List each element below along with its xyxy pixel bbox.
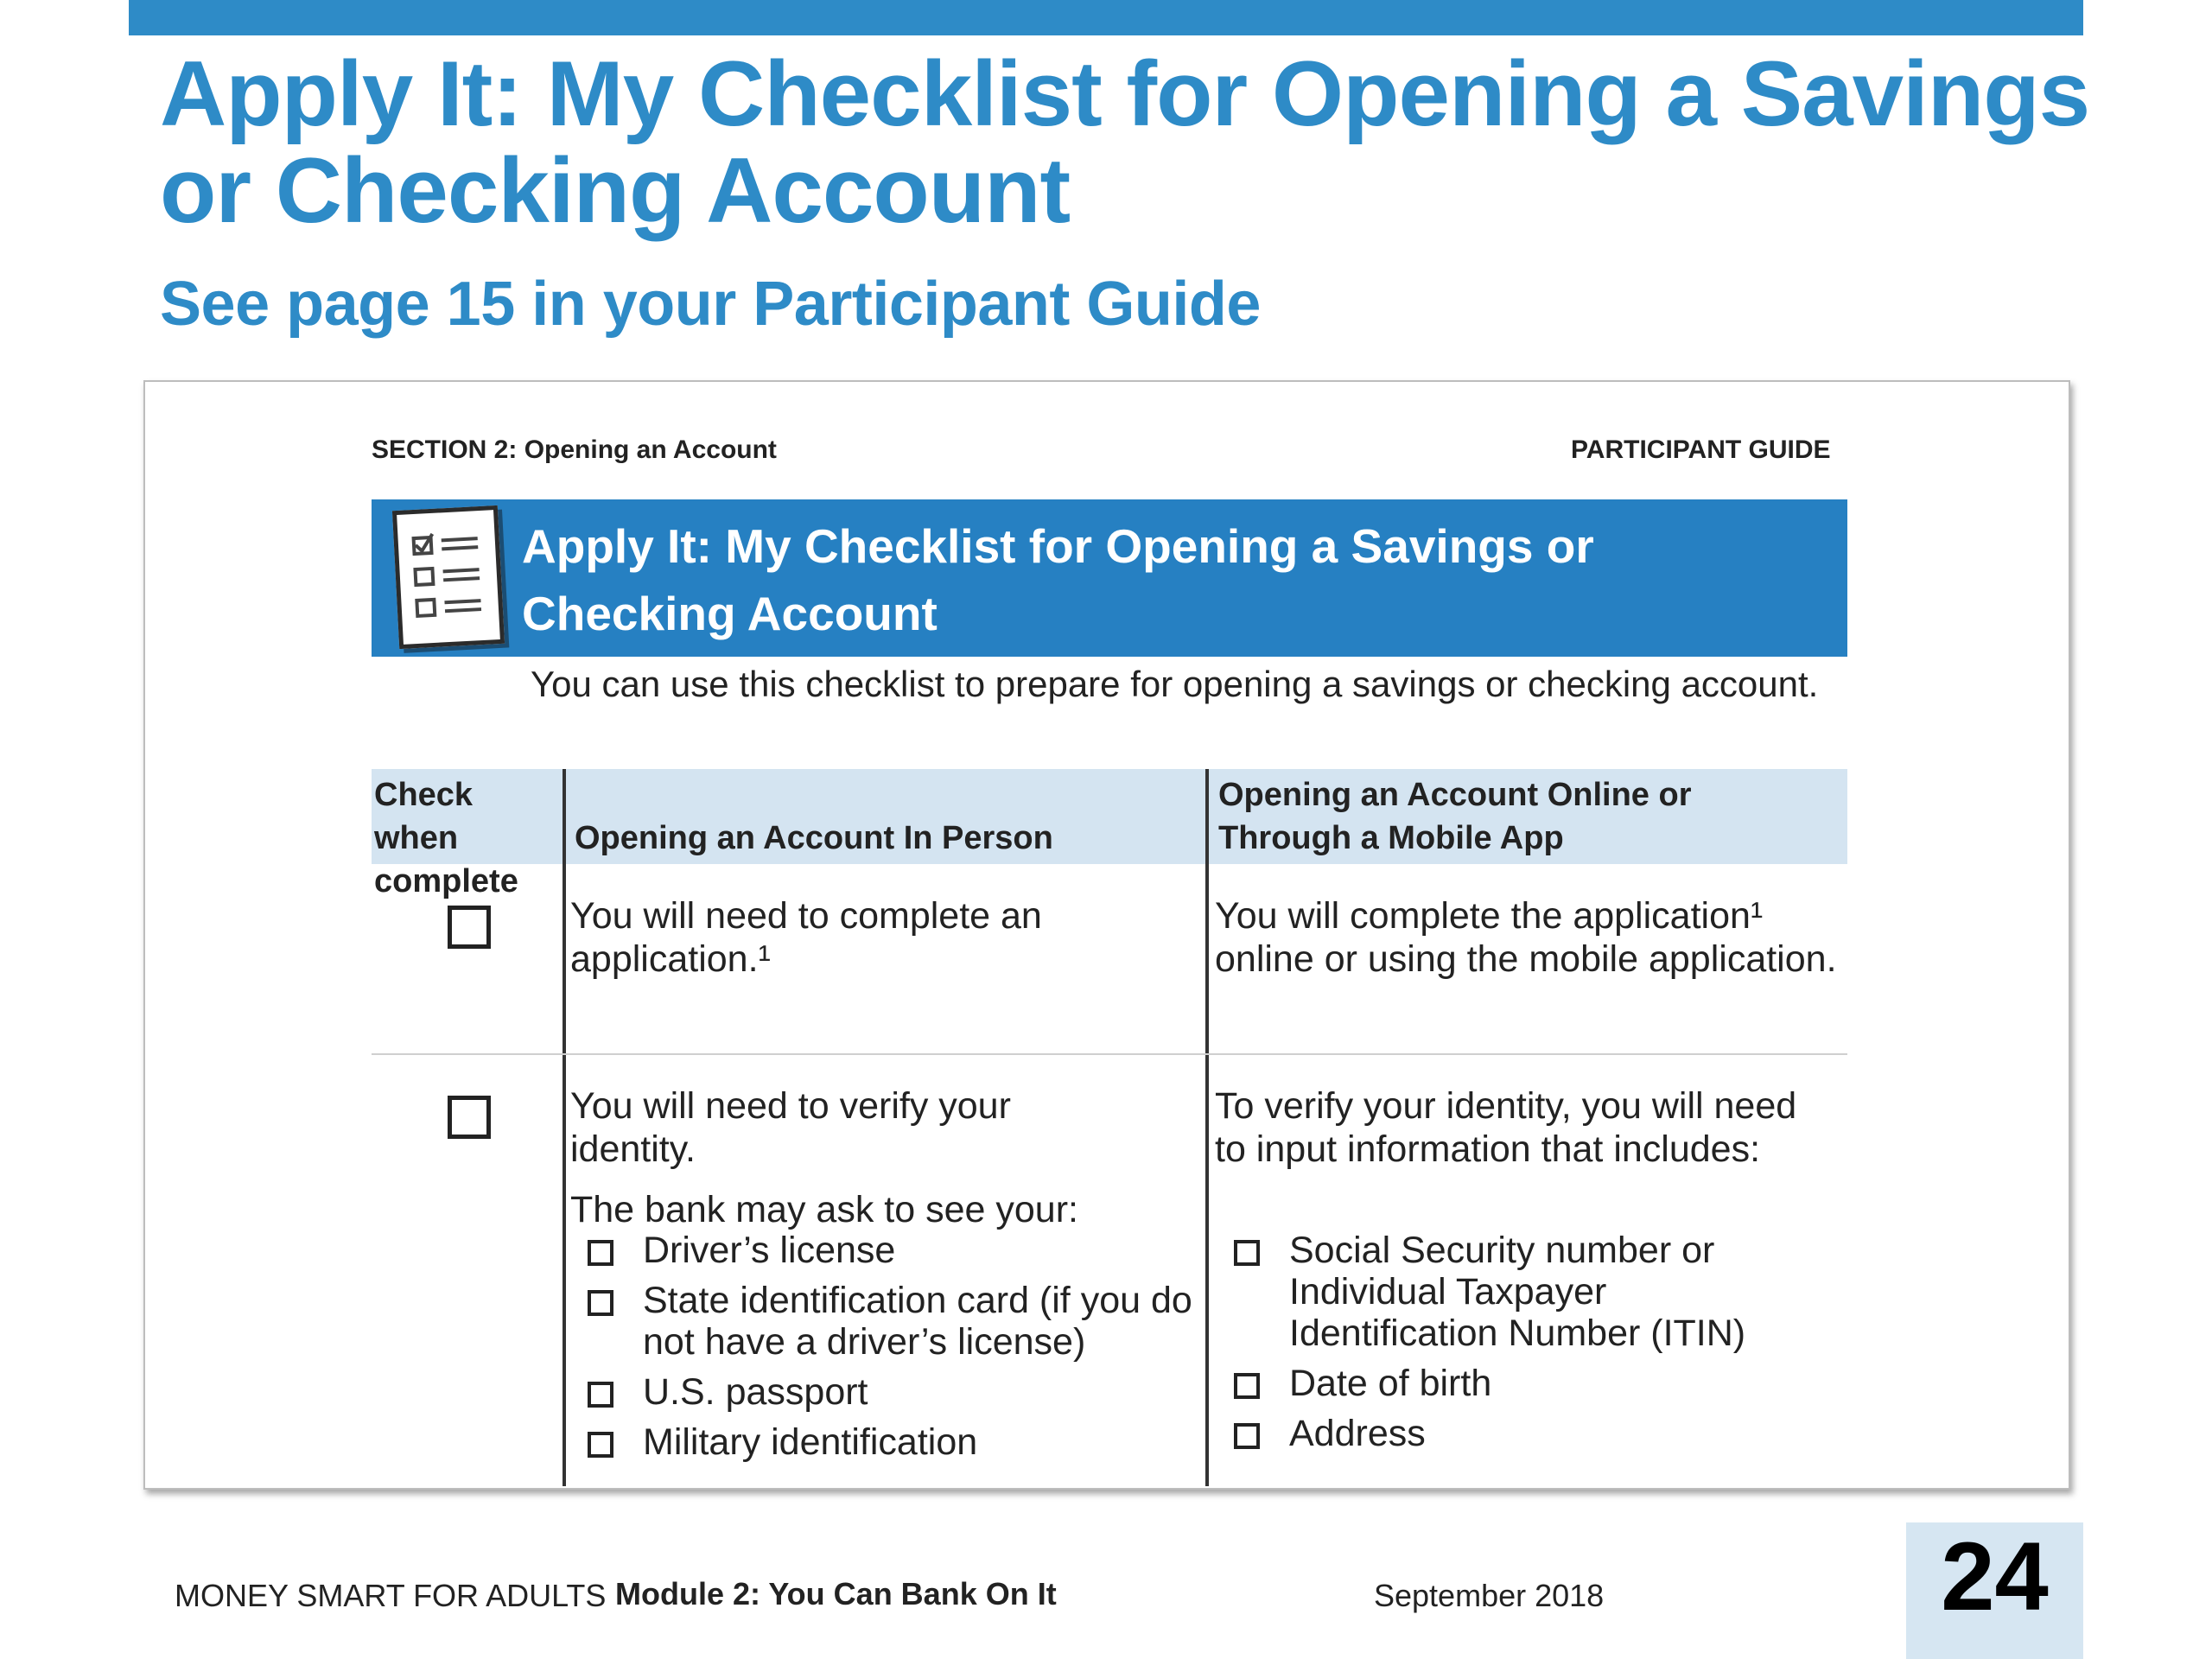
checklist-item-label: Date of birth <box>1289 1363 1492 1404</box>
banner-title: Apply It: My Checklist for Opening a Savings or Checking Account <box>522 519 1594 640</box>
header-online: Opening an Account Online or Through a Mobile App <box>1218 777 1692 856</box>
slide-title: Apply It: My Checklist for Opening a Savings or Checking Account <box>160 41 2090 242</box>
checklist-item[interactable] <box>588 1371 1192 1413</box>
top-accent-bar <box>129 0 2083 35</box>
footer-organization: MONEY SMART FOR ADULTS <box>175 1578 607 1613</box>
checklist-icon <box>392 505 505 649</box>
row-divider <box>372 1053 1847 1055</box>
checkbox-icon[interactable] <box>1234 1423 1260 1449</box>
row-1-in-person-text: You will need to complete an application.¹ <box>570 895 1042 980</box>
checklist-item-label: Driver’s license <box>643 1230 896 1271</box>
checkbox-icon[interactable] <box>588 1240 613 1266</box>
checklist-item-label: State identification card (if you do not have a driver’s license) <box>643 1280 1192 1363</box>
intro-text: You can use this checklist to prepare for opening a savings or checking account. <box>531 664 1819 704</box>
checkbox-icon[interactable] <box>1234 1373 1260 1399</box>
checklist-item[interactable] <box>588 1421 1192 1463</box>
checklist-item[interactable] <box>1234 1230 1821 1354</box>
checklist-item-label: Military identification <box>643 1421 978 1463</box>
row-1-checkbox[interactable] <box>448 906 491 949</box>
column-divider <box>1205 769 1209 1486</box>
checkbox-icon[interactable] <box>1234 1240 1260 1266</box>
checklist-item[interactable] <box>1234 1413 1821 1454</box>
checklist-item[interactable] <box>588 1230 1192 1271</box>
row-1-online-text: You will complete the application¹ online or using the mobile application. <box>1215 895 1837 980</box>
checklist-item[interactable] <box>588 1280 1192 1363</box>
checklist-item-label: Social Security number or Individual Taxpayer Identification Number (ITIN) <box>1289 1230 1746 1354</box>
slide-subtitle: See page 15 in your Participant Guide <box>160 270 1261 339</box>
doc-guide-label: PARTICIPANT GUIDE <box>1571 435 1831 464</box>
checklist-item-label: Address <box>1289 1413 1426 1454</box>
row-2-in-person-lead: The bank may ask to see your: <box>570 1189 1078 1230</box>
header-in-person: Opening an Account In Person <box>575 820 1053 856</box>
doc-section-label: SECTION 2: Opening an Account <box>372 435 777 464</box>
checkbox-icon[interactable] <box>588 1290 613 1316</box>
footer-date: September 2018 <box>1374 1578 1605 1613</box>
checkbox-icon[interactable] <box>588 1382 613 1408</box>
row-2-checkbox[interactable] <box>448 1096 491 1139</box>
page-number: 24 <box>1941 1522 2049 1630</box>
checklist-item-label: U.S. passport <box>643 1371 868 1413</box>
row-2-in-person-text: You will need to verify your identity. <box>570 1085 1011 1170</box>
footer-module: Module 2: You Can Bank On It <box>615 1576 1057 1611</box>
column-divider <box>563 769 566 1486</box>
checkbox-icon[interactable] <box>588 1432 613 1458</box>
checklist-item[interactable] <box>1234 1363 1821 1404</box>
header-check-when-complete: Check when complete <box>374 777 518 899</box>
row-2-online-text: To verify your identity, you will need to input information that includes: <box>1215 1085 1797 1170</box>
